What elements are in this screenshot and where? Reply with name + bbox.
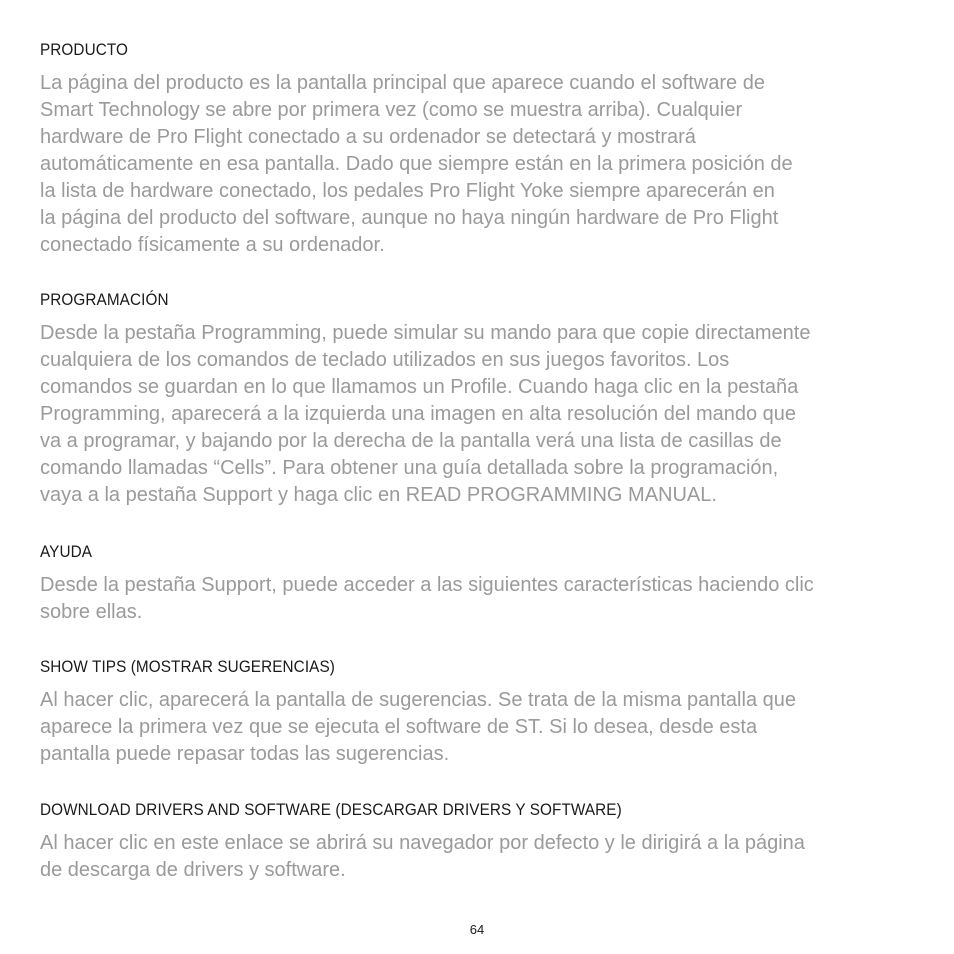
- section-body: La página del producto es la pantalla principal que aparece cuando el software de Smart Technology se abre por primera vez (como se muestra arriba). Cualquier hardware de Pro Flight conectado a su ordenador se detectará y mostrará automáticamente en esa pantalla. Dado que siempre están en la primera posición de la lista de hardware conectado, los pedales Pro Flight Yoke siempre aparecerán en la página del producto del software, aunque no haya ningún hardware de Pro Flight conectado físicamente a su ordenador.: [40, 72, 793, 256]
- section-heading: SHOW TIPS (MOSTRAR SUGERENCIAS): [40, 657, 335, 676]
- section-download-drivers: [40, 798, 920, 888]
- section-ayuda: [40, 540, 920, 655]
- section-show-tips: [40, 655, 920, 798]
- section-producto: [40, 38, 920, 288]
- document-page: [40, 38, 920, 888]
- section-body: Desde la pestaña Support, puede acceder a las siguientes características haciendo clic sobre ellas.: [40, 574, 814, 623]
- section-heading: DOWNLOAD DRIVERS AND SOFTWARE (DESCARGAR DRIVERS Y SOFTWARE): [40, 800, 622, 819]
- section-heading: AYUDA: [40, 542, 93, 561]
- section-body: Al hacer clic, aparecerá la pantalla de sugerencias. Se trata de la misma pantalla que aparece la primera vez que se ejecuta el software de ST. Si lo desea, desde esta pantalla puede repasar todas las sugerencias.: [40, 689, 796, 765]
- section-heading: PROGRAMACIÓN: [40, 290, 169, 309]
- page-number: 64: [469, 922, 485, 937]
- section-programacion: [40, 288, 920, 540]
- section-body: Desde la pestaña Programming, puede simular su mando para que copie directamente cualquiera de los comandos de teclado utilizados en sus juegos favoritos. Los comandos se guardan en lo que llamamos un Profile. Cuando haga clic en la pestaña Programming, aparecerá a la izquierda una imagen en alta resolución del mando que va a programar, y bajando por la derecha de la pantalla verá una lista de casillas de comando llamadas “Cells”. Para obtener una guía detallada sobre la programación, vaya a la pestaña Support y haga clic en READ PROGRAMMING MANUAL.: [40, 322, 811, 506]
- section-heading: PRODUCTO: [40, 40, 129, 59]
- section-body: Al hacer clic en este enlace se abrirá su navegador por defecto y le dirigirá a la página de descarga de drivers y software.: [40, 832, 805, 881]
